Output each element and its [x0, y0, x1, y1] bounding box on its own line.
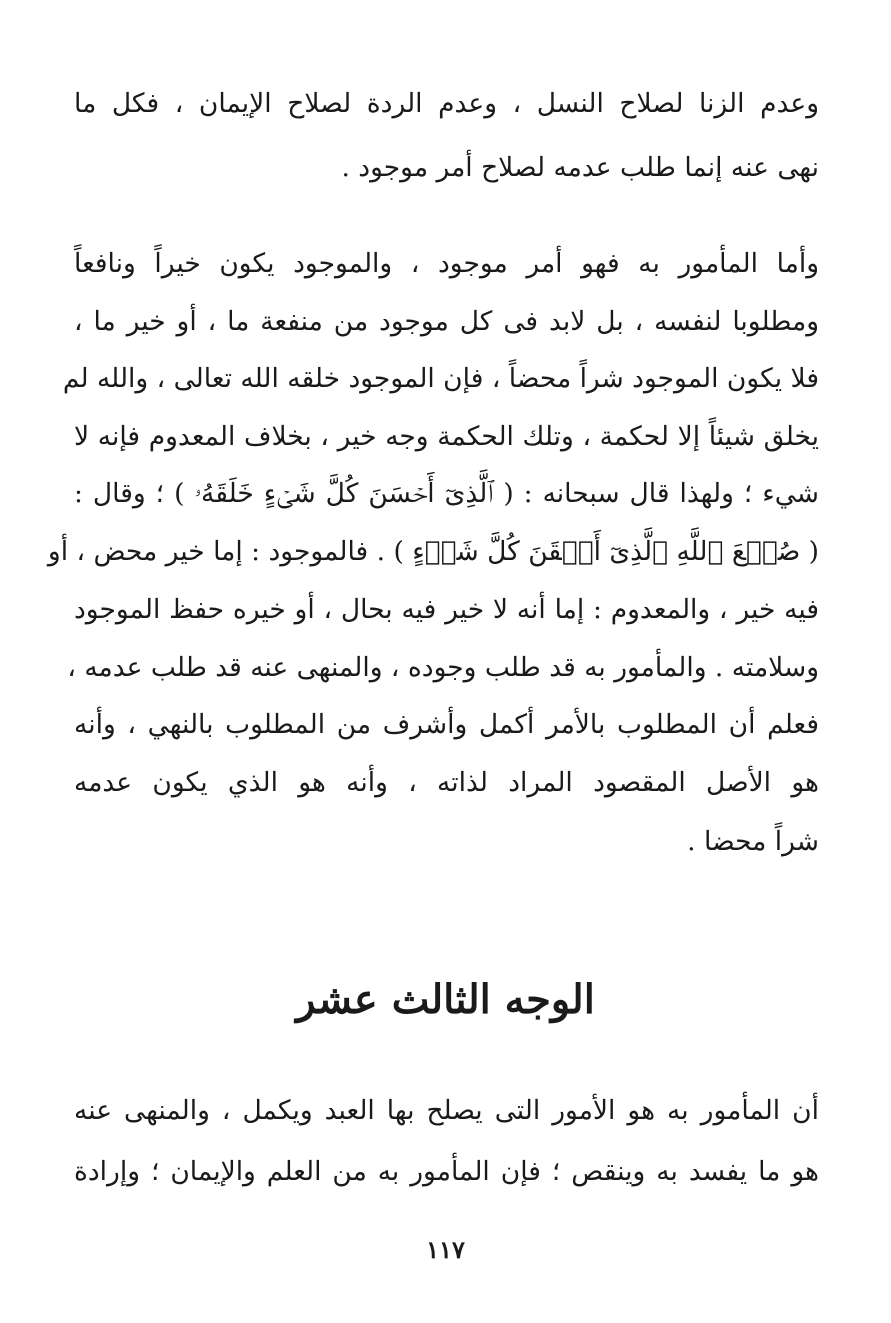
text-line: وعدم الزنا لصلاح النسل ، وعدم الردة لصلاح الإيمان ، فكل ما — [74, 88, 819, 119]
text-line: ومطلوبا لنفسه ، بل لابد فى كل موجود من منفعة ما ، أو خير ما ، — [74, 306, 819, 337]
text-line: شراً محضا . — [687, 826, 819, 857]
quran-quote-line: ( صُنۡعَ ٱللَّهِ ٱلَّذِىٓ أَتۡقَنَ كُلَّ شَىۡءٍ ) . فالموجود : إما خير محض ، أو — [47, 536, 819, 567]
text-line: فلا يكون الموجود شراً محضاً ، فإن الموجود خلقه الله تعالى ، والله لم — [62, 363, 819, 394]
text-line: نهى عنه إنما طلب عدمه لصلاح أمر موجود . — [341, 152, 819, 183]
text-line: يخلق شيئاً إلا لحكمة ، وتلك الحكمة وجه خير ، بخلاف المعدوم فإنه لا — [74, 421, 819, 452]
quran-quote-line: شيء ؛ ولهذا قال سبحانه : ( ٱلَّذِىٓ أَحۡسَنَ كُلَّ شَىۡءٍ خَلَقَهُۥ ) ؛ وقال : — [74, 478, 819, 509]
text-line: فعلم أن المطلوب بالأمر أكمل وأشرف من المطلوب بالنهي ، وأنه — [74, 709, 819, 740]
text-line: هو الأصل المقصود المراد لذاته ، وأنه هو الذي يكون عدمه — [74, 767, 819, 798]
text-line: أن المأمور به هو الأمور التى يصلح بها العبد ويكمل ، والمنهى عنه — [74, 1095, 819, 1126]
text-line: هو ما يفسد به وينقص ؛ فإن المأمور به من العلم والإيمان ؛ وإرادة — [74, 1156, 819, 1187]
section-heading: الوجه الثالث عشر — [296, 976, 595, 1023]
text-line: وسلامته . والمأمور به قد طلب وجوده ، والمنهى عنه قد طلب عدمه ، — [67, 652, 819, 683]
text-line: فيه خير ، والمعدوم : إما أنه لا خير فيه بحال ، أو خيره حفظ الموجود — [74, 594, 819, 625]
text-line: وأما المأمور به فهو أمر موجود ، والموجود يكون خيراً ونافعاً — [74, 248, 819, 279]
page-number: ١١٧ — [426, 1235, 465, 1264]
